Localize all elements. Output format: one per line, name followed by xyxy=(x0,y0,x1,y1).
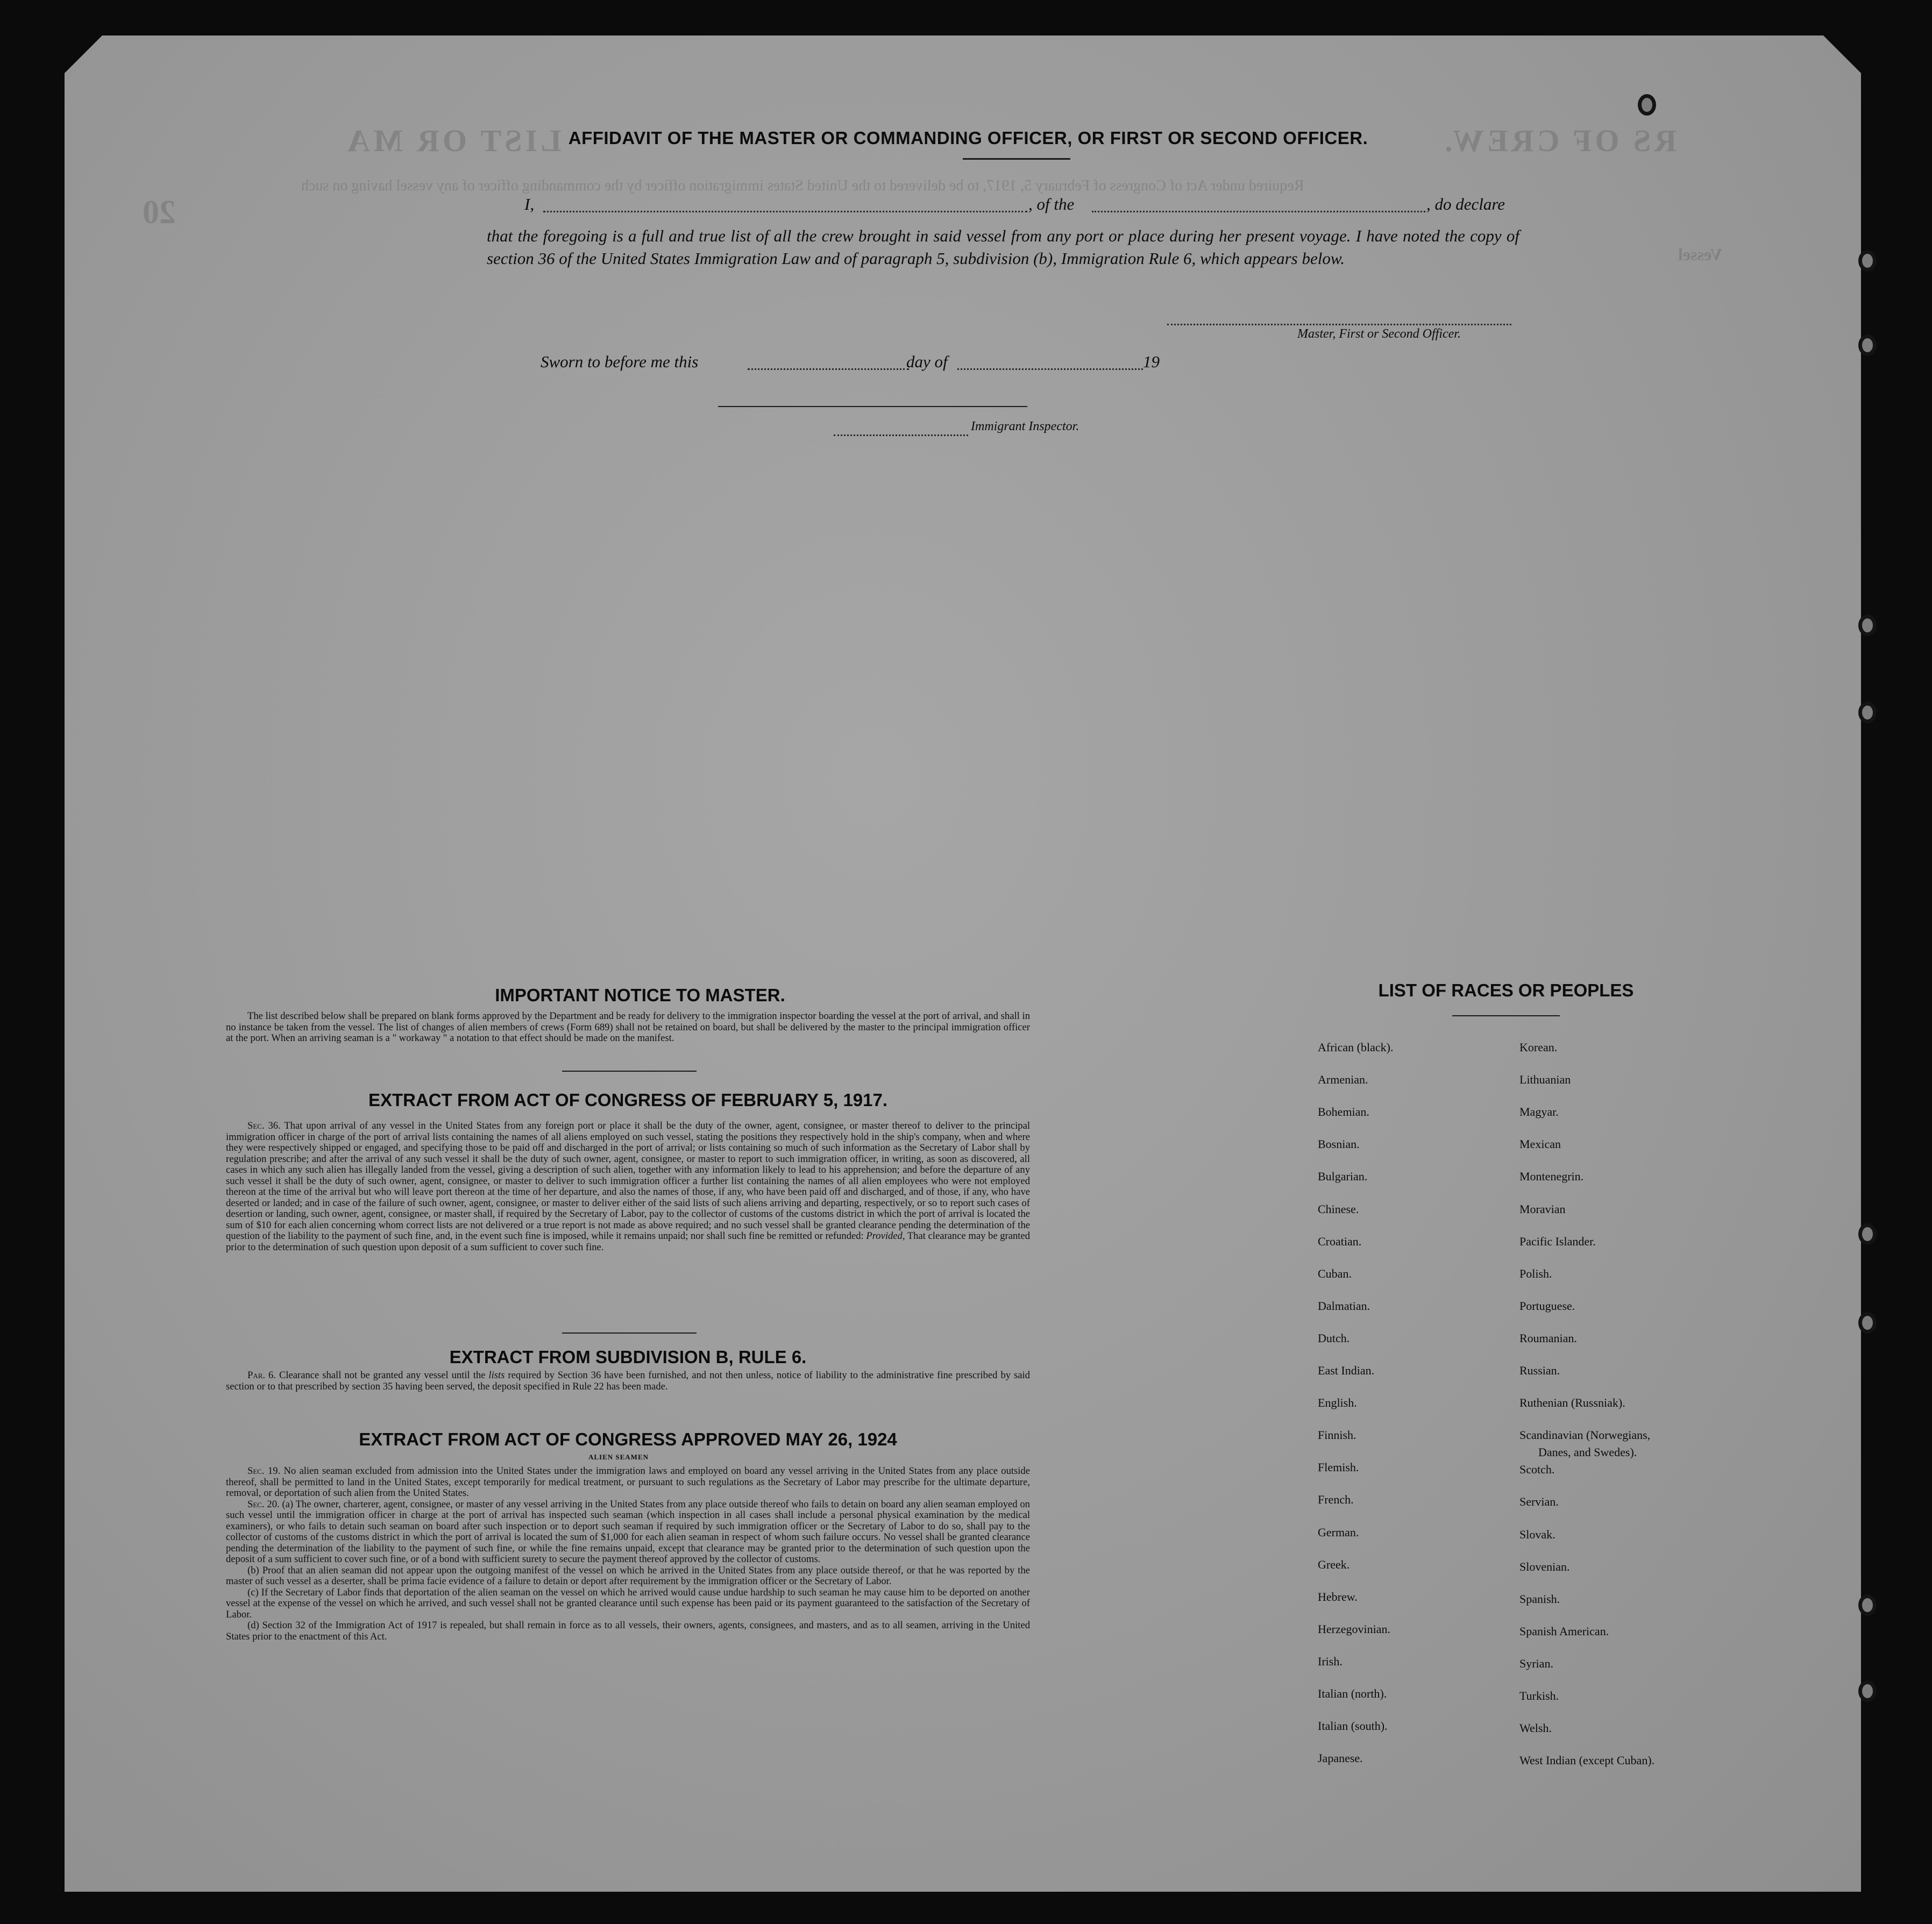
sworn-month-line xyxy=(957,368,1143,370)
lists-word: lists xyxy=(488,1370,505,1381)
race-item: Moravian xyxy=(1519,1202,1566,1216)
extract-1917-paragraph xyxy=(226,1121,1030,1253)
race-item: West Indian (except Cuban). xyxy=(1519,1754,1655,1768)
extract-1924-title: EXTRACT FROM ACT OF CONGRESS APPROVED MAY 26, 1924 xyxy=(359,1429,897,1449)
race-item: Montenegrin. xyxy=(1519,1170,1584,1184)
bleed-through-subline: Required under Act of Congress of February 5, 1917, to be delivered to the United States immigration officer by the commanding officer of any vessel having on such xyxy=(301,177,1304,194)
races-title-rule xyxy=(1452,1015,1560,1016)
race-item: Magyar. xyxy=(1519,1105,1559,1119)
folded-corner-top-right xyxy=(1823,35,1861,73)
extract-1917-title: EXTRACT FROM ACT OF CONGRESS OF FEBRUARY 5, 1917. xyxy=(368,1090,888,1110)
sworn-year: 19 xyxy=(1143,352,1160,371)
sworn-prefix: Sworn to before me this xyxy=(541,352,699,371)
bleed-through-vessel-label: Vessel xyxy=(1678,245,1723,264)
sec19-text: No alien seaman excluded from admission into the United States under the immigration laws and employed on board any vessel arriving in the United States from any place outside thereof, shall be permitted to land in the United States, except temporarily for medical treatment, or pursuant to such regulations as the Secretary of Labor may prescribe for the ultimate departure, removal, or deportation of such alien from the United States. xyxy=(226,1465,1030,1499)
sec19-label: Sec. 19. xyxy=(247,1465,281,1477)
sec20-label: Sec. 20. xyxy=(247,1498,280,1510)
notice-title: IMPORTANT NOTICE TO MASTER. xyxy=(495,985,785,1005)
sworn-day-of: day of xyxy=(906,352,948,371)
race-item: Scotch. xyxy=(1519,1463,1555,1477)
notice-rule xyxy=(562,1071,697,1072)
race-item: East Indian. xyxy=(1318,1364,1375,1377)
race-item: Italian (north). xyxy=(1318,1687,1387,1700)
race-item: Greek. xyxy=(1318,1557,1350,1571)
sec36-text: That upon arrival of any vessel in the United States from any foreign port or place it shall be the duty of the owner, agent, consignee, or master thereof to deliver to the principal immigration officer in charge of the port of arrival lists containing the names of all aliens employed on such vessel, stating the positions they respectively hold in the ship's company, when and where they were respectively shipped or engaged, and specifying those to be paid off and discharged in the port of arrival; or lists containing so much of such information as the Secretary of Labor shall by regulation prescribe; and after the arrival of any such vessel it shall be the duty of such owner, agent, consignee, or master to report to such immigration officer, in writing, as soon as discovered, all cases in which any such alien has illegally landed from the vessel, giving a description of such alien, together with any information likely to lead to his apprehension; and before the departure of any such vessel it shall be the duty of such owner, agent, consignee, or master to deliver to such immigration officer a further list containing the names of all alien employees who were not employed thereon at the time of the arrival but who will leave port thereon at the time of her departure, and also the names of those, if any, who have been paid off and discharged, and of those, if any, who have deserted or landed; and in case of the failure of such owner, agent, consignee, or master to deliver either of the said lists of such aliens arriving and departing, respectively, or so to report such cases of desertion or landing, such owner, agent, consignee, or master shall, if required by the Secretary of Labor, pay to the collector of customs of the customs district in which the port of arrival is located the sum of $10 for each alien concerning whom correct lists are not delivered or a true report is not made as above required; and no such vessel shall be granted clearance pending the determination of the question of the liability to the payment of such fine, and, in the event such fine is imposed, while it remains unpaid; nor shall such fine be remitted or refunded: xyxy=(226,1120,1030,1242)
extract-rule6-title: EXTRACT FROM SUBDIVISION B, RULE 6. xyxy=(449,1347,807,1367)
inspector-rule xyxy=(718,406,1027,407)
provided-word: Provided, xyxy=(866,1230,905,1242)
extract-1917-rule xyxy=(562,1332,697,1334)
race-item: Scandinavian (Norwegians, xyxy=(1519,1428,1651,1442)
races-title: LIST OF RACES OR PEOPLES xyxy=(1378,980,1634,1000)
punch-hole xyxy=(1858,702,1877,723)
race-item: Irish. xyxy=(1318,1654,1343,1668)
race-item: Pacific Islander. xyxy=(1519,1234,1596,1248)
race-item: Ruthenian (Russniak). xyxy=(1519,1396,1625,1410)
sworn-day-line xyxy=(748,368,909,370)
race-item: Welsh. xyxy=(1519,1721,1552,1735)
race-item: Cuban. xyxy=(1318,1266,1352,1280)
affidavit-of-the-label: , of the xyxy=(1028,195,1075,213)
race-item: Servian. xyxy=(1519,1495,1559,1509)
sec20a-text: (a) The owner, charterer, agent, consignee, or master of any vessel arriving in the United States from any place outside thereof who fails to detain on board any alien seaman employed on such vessel until the immigration officer in charge at the port of arrival has inspected such seaman (which inspection in all cases shall include a personal physical examination by the medical examiners), or who fails to detain such seaman on board after such inspection or to deport such seaman if required by such immigration officer or the Secretary of Labor to do so, shall pay to the collector of customs of the customs district in which the port of arrival is located the sum of $1,000 for each alien seaman in respect of whom such failure occurs. No vessel shall be granted clearance pending the determination of the liability to the payment of such fine, or while the fine remains unpaid, except that clearance may be granted prior to the determination of such question upon the deposit of a sum sufficient to cover such fine, or of a bond with sufficient surety to secure the payment thereof approved by the collector of customs. xyxy=(226,1498,1030,1565)
punch-hole xyxy=(1858,250,1877,272)
inspector-line xyxy=(834,434,968,436)
race-item: Slovak. xyxy=(1519,1527,1555,1541)
race-item: Bosnian. xyxy=(1318,1137,1360,1151)
sec20a-paragraph xyxy=(226,1499,1030,1565)
race-item: African (black). xyxy=(1318,1041,1394,1054)
rule6-paragraph xyxy=(226,1370,1030,1392)
folded-corner-top-left xyxy=(65,35,102,73)
race-item: French. xyxy=(1318,1493,1354,1507)
extract-rule6-text xyxy=(226,1370,1030,1392)
notice-paragraph: The list described below shall be prepared on blank forms approved by the Department and be ready for delivery to the immigration inspector boarding the vessel at the port of arrival, and shall in no instance be taken from the vessel. The list of changes of alien members of crews (Form 689) shall not be retained on board, but shall be delivered by the master to the principal immigration officer at the port. When an arriving seaman is a " workaway " a notation to that effect should be made on the manifest. xyxy=(226,1010,1030,1044)
race-item: Russian. xyxy=(1519,1364,1560,1377)
affidavit-title-rule xyxy=(963,158,1070,160)
race-item: Chinese. xyxy=(1318,1202,1359,1216)
race-item: Hebrew. xyxy=(1318,1590,1358,1604)
sec20b-paragraph: (b) Proof that an alien seaman did not appear upon the outgoing manifest of the vessel on which he arrived in the United States from any place outside thereof, or that he was reported by the master of such vessel as a deserter, shall be prima facie evidence of a failure to detain or deport after requirement by the immigration officer or the Secretary of Labor. xyxy=(226,1564,1030,1587)
signature-caption: Master, First or Second Officer. xyxy=(1297,327,1461,341)
rule6-text-b: required by Section 36 have been furnished, and not then unless, notice of liability to the administrative fine prescribed by said section or to that prescribed by section 35 having been served, the deposit specified in Rule 22 has been made. xyxy=(226,1370,1030,1392)
punch-hole xyxy=(1858,334,1877,356)
race-item: Spanish American. xyxy=(1519,1624,1609,1638)
race-item: English. xyxy=(1318,1396,1357,1410)
sec19-paragraph xyxy=(226,1466,1030,1499)
bleed-through-heading: LIST OR MA xyxy=(344,123,562,158)
race-item: Herzegovinian. xyxy=(1318,1622,1390,1636)
par6-label: Par. 6. xyxy=(247,1370,276,1381)
race-item: Roumanian. xyxy=(1519,1331,1577,1345)
race-item: Finnish. xyxy=(1318,1428,1356,1442)
affidavit-body: that the foregoing is a full and true list of all the crew brought in said vessel from any port or place during her present voyage. I have noted the copy of section 36 of the United States Immigration Law and of paragraph 5, subdivision (b), Immigration Rule 6, which appears below. xyxy=(487,226,1519,268)
race-item: German. xyxy=(1318,1525,1359,1539)
race-item: Spanish. xyxy=(1519,1592,1560,1606)
punch-hole xyxy=(1858,1312,1877,1334)
race-item: Korean. xyxy=(1519,1041,1558,1054)
race-item: Flemish. xyxy=(1318,1460,1359,1474)
signature-line xyxy=(1167,324,1511,325)
sec20c-paragraph: (c) If the Secretary of Labor finds that deportation of the alien seaman on the vessel on which he arrived would cause undue hardship to such seaman he may cause him to be deported on another vessel at the expense of the vessel on which he arrived, and such vessel shall not be granted clearance until such expense has been paid or its payment guaranteed to the satisfaction of the Secretary of Labor. xyxy=(226,1586,1030,1620)
punch-hole xyxy=(1638,94,1656,116)
notice-text xyxy=(226,1011,1030,1044)
race-item: Polish. xyxy=(1519,1266,1552,1280)
race-item: Portuguese. xyxy=(1519,1299,1575,1313)
race-item: Mexican xyxy=(1519,1137,1561,1151)
race-item: Dutch. xyxy=(1318,1331,1350,1345)
race-item: Dalmatian. xyxy=(1318,1299,1370,1313)
affidavit-vessel-line xyxy=(1092,211,1425,212)
affidavit-declare-label: , do declare xyxy=(1426,195,1505,213)
extract-1917-text xyxy=(226,1121,1030,1253)
affidavit-name-line xyxy=(543,211,1027,212)
bleed-through-heading-right: RS OF CREW. xyxy=(1441,123,1677,158)
race-item: Armenian. xyxy=(1318,1073,1368,1087)
inspector-caption: Immigrant Inspector. xyxy=(971,419,1079,433)
race-item: Syrian. xyxy=(1519,1656,1553,1670)
affidavit-title: AFFIDAVIT OF THE MASTER OR COMMANDING OFFICER, OR FIRST OR SECOND OFFICER. xyxy=(568,128,1368,148)
sec20d-paragraph: (d) Section 32 of the Immigration Act of 1917 is repealed, but shall remain in force as to all vessels, their owners, agents, consignees, and masters, and as to all seamen, arriving in the United States prior to the enactment of this Act. xyxy=(226,1620,1030,1642)
bleed-through-page-number: 20 xyxy=(143,194,176,231)
extract-1924-text xyxy=(226,1466,1030,1642)
race-item: Slovenian. xyxy=(1519,1559,1570,1573)
race-item: Croatian. xyxy=(1318,1234,1362,1248)
alien-seamen-subtitle: ALIEN SEAMEN xyxy=(588,1453,649,1461)
sec36-text-end: That clearance may be granted prior to the determination of such question upon deposit of a sum sufficient to cover such fine. xyxy=(226,1230,1031,1253)
race-item: Bohemian. xyxy=(1318,1105,1369,1119)
race-item-wrap: Danes, and Swedes). xyxy=(1538,1445,1637,1459)
rule6-text-a: Clearance shall not be granted any vessel until the xyxy=(279,1370,486,1381)
sec36-label: Sec. 36. xyxy=(247,1120,281,1131)
punch-hole xyxy=(1858,1594,1877,1616)
punch-hole xyxy=(1858,1223,1877,1245)
punch-hole xyxy=(1858,1680,1877,1702)
race-item: Lithuanian xyxy=(1519,1073,1571,1087)
race-item: Turkish. xyxy=(1519,1689,1559,1702)
race-item: Italian (south). xyxy=(1318,1719,1388,1733)
punch-hole xyxy=(1858,615,1877,636)
race-item: Japanese. xyxy=(1318,1751,1363,1765)
affidavit-i-label: I, xyxy=(524,195,535,213)
race-item: Bulgarian. xyxy=(1318,1170,1368,1184)
